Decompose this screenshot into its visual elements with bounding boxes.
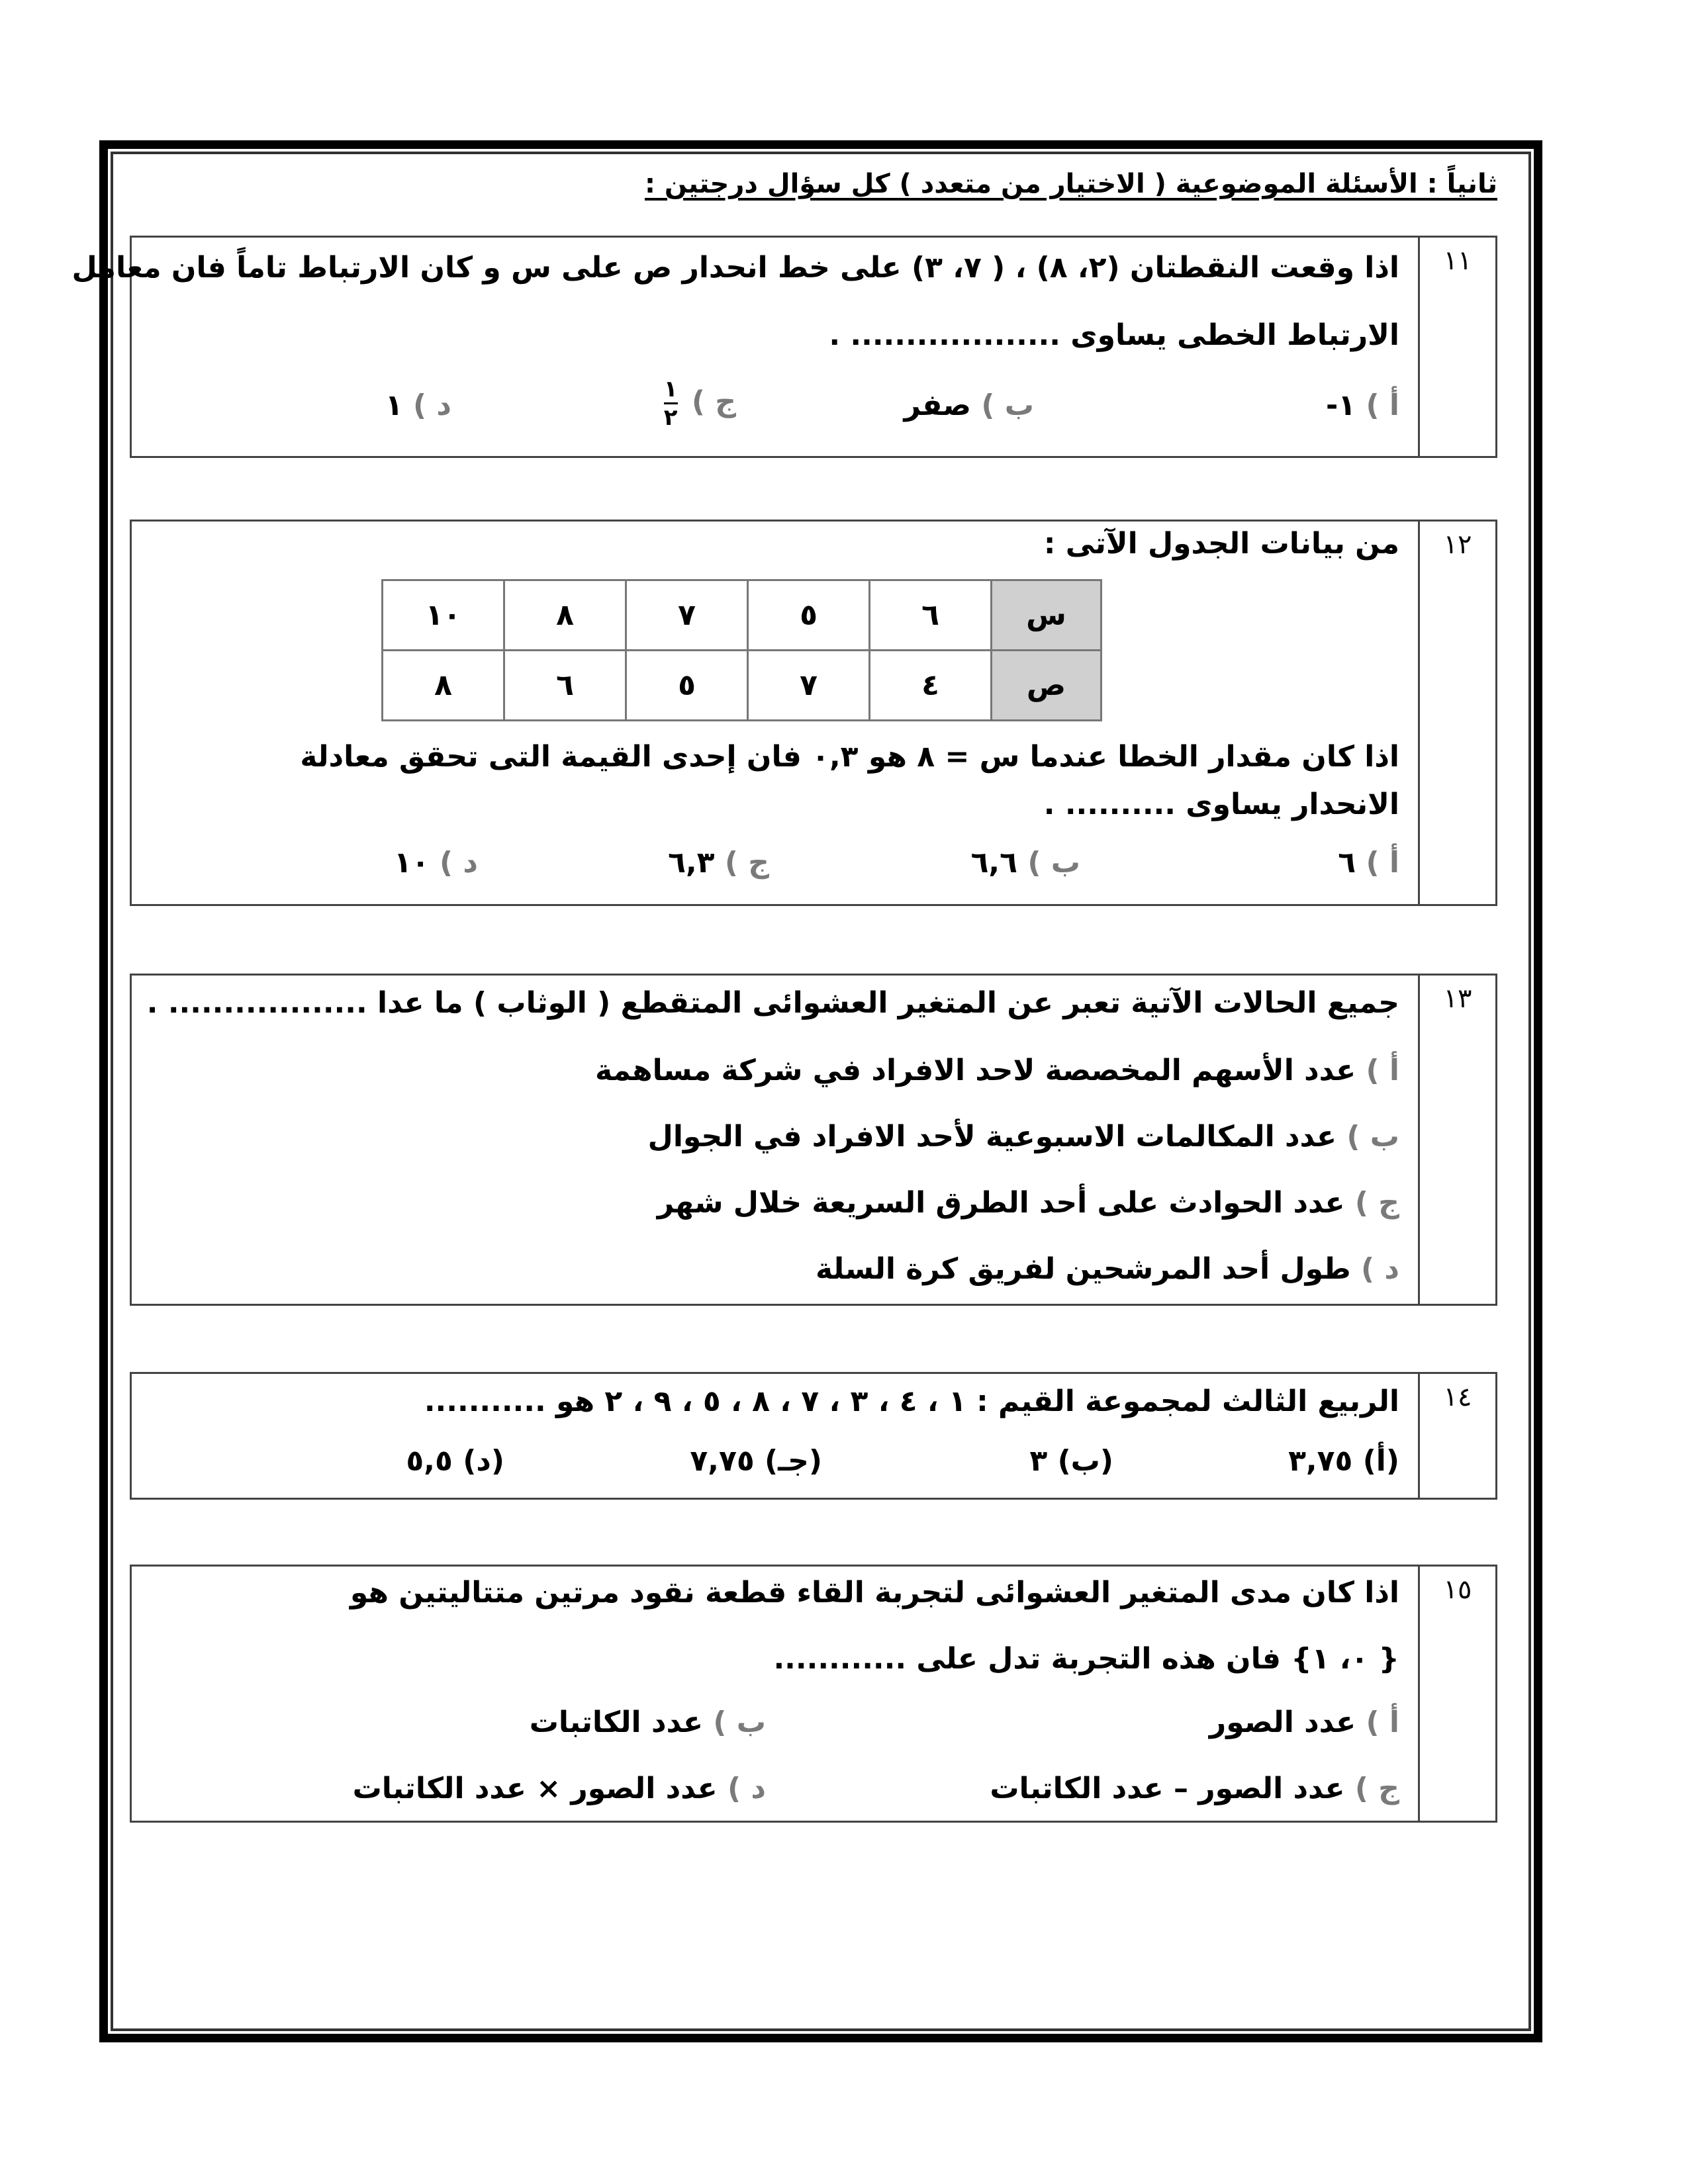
option-d[interactable] [353,1772,766,1805]
question-number: ١٣ [1443,983,1472,1014]
option-label: د ) [1360,1252,1399,1286]
table-cell: ٧ [748,651,870,721]
table-cell: ٦ [870,580,992,651]
option-text: ٣,٧٥ [1288,1444,1353,1478]
data-table [381,579,1102,721]
table-cell: ٧ [626,580,748,651]
question-body [132,522,1418,904]
question-stem-line: الارتباط الخطى يساوى ................... . [829,318,1399,352]
option-a[interactable] [1209,1706,1399,1739]
option-text: عدد الصور [1209,1706,1356,1739]
option-text: ٣ [1029,1444,1048,1478]
option-text: عدد المكالمات الاسبوعية لأحد الافراد في الجوال [647,1120,1337,1154]
table-cell: ١٠ [383,580,504,651]
table-header-cell: س [992,580,1102,651]
question-12 [130,520,1497,906]
option-label: ب ) [713,1706,766,1739]
option-label: ب ) [1027,846,1080,880]
option-text: ٦ [1338,846,1356,880]
option-label: ج ) [1354,1772,1399,1805]
option-d[interactable] [394,846,478,880]
table-cell: ٥ [748,580,870,651]
question-intro: من بيانات الجدول الآتى : [1043,527,1399,561]
option-label: ج ) [724,846,769,880]
option-label: (د) [463,1444,504,1478]
fraction [664,378,678,429]
option-text: عدد الصور × عدد الكاتبات [352,1772,718,1805]
question-body [71,238,1418,456]
question-body [132,976,1418,1304]
question-stem-line: { ٠، ١} فان هذه التجربة تدل على ............ [773,1642,1399,1676]
option-text: ٥,٥ [406,1444,453,1478]
question-number: ١٢ [1443,529,1472,560]
question-stem-line: اذا وقعت النقطتان (٢، ٨) ، ( ٧، ٣) على خط انحدار ص على س و كان الارتباط تاماً فان معامل [71,251,1399,285]
question-stem-line: الانحدار يساوى .......... . [1043,788,1399,821]
question-body [132,1567,1418,1821]
option-label: أ ) [1366,846,1399,880]
question-13 [130,974,1497,1306]
question-number-cell [1418,976,1495,1304]
fraction-numerator: ١ [663,376,678,402]
option-a[interactable] [1288,1444,1399,1478]
question-stem-line: جميع الحالات الآتية تعبر عن المتغير العشوائى المتقطع ( الوثاب ) ما عدا .................. . [146,986,1399,1020]
option-label: ب ) [1346,1120,1399,1154]
option-text: ١ [385,388,403,422]
question-14 [130,1372,1497,1500]
question-15 [130,1565,1497,1823]
question-number: ١٤ [1443,1382,1472,1412]
option-b[interactable] [971,846,1080,880]
table-cell: ٦ [504,651,626,721]
option-text: ٦,٦ [970,846,1018,880]
option-b[interactable] [904,388,1034,422]
option-label: د ) [727,1772,766,1805]
option-text: ٧,٧٥ [690,1444,755,1478]
question-body [132,1374,1418,1498]
option-text: صفر [904,388,972,422]
table-cell: ٨ [504,580,626,651]
option-text: عدد الصور – عدد الكاتبات [990,1772,1345,1805]
option-text: عدد الحوادث على أحد الطرق السريعة خلال شهر [657,1186,1345,1220]
option-text: ٦,٣ [668,846,715,880]
option-label: ج ) [691,385,736,419]
table-cell: ٥ [626,651,748,721]
option-label: ج ) [1354,1186,1399,1220]
fraction-denominator: ٢ [663,404,678,431]
option-text: عدد الأسهم المخصصة لاحد الافراد في شركة مساهمة [594,1054,1356,1087]
option-d[interactable] [385,388,451,422]
question-stem-line: الربيع الثالث لمجموعة القيم : ١ ، ٤ ، ٣ ، ٧ ، ٨ ، ٥ ، ٩ ، ٢ هو ........... [424,1385,1399,1418]
question-number-cell [1418,522,1495,904]
option-c[interactable] [668,846,769,880]
question-number-cell [1418,1374,1495,1498]
question-11 [71,236,1497,458]
option-text: ١- [1326,388,1356,422]
option-label: د ) [439,846,478,880]
option-b[interactable] [1029,1444,1113,1478]
option-d[interactable] [816,1252,1399,1286]
section-title: ثانياً : الأسئلة الموضوعية ( الاختيار من متعدد ) كل سؤال درجتين : [644,169,1497,199]
table-header-cell: ص [992,651,1102,721]
option-b[interactable] [530,1706,766,1739]
option-label: (ب) [1057,1444,1113,1478]
option-a[interactable] [1326,388,1399,422]
table-row-y [383,651,1102,721]
question-number-cell [1418,1567,1495,1821]
table-row-x [383,580,1102,651]
question-stem-line: اذا كان مدى المتغير العشوائى لتجربة القاء قطعة نقود مرتين متتاليتين هو [350,1576,1399,1610]
option-a[interactable] [1338,846,1399,880]
option-text: عدد الكاتبات [529,1706,704,1739]
option-text: طول أحد المرشحين لفريق كرة السلة [815,1252,1351,1286]
question-number-cell [1418,238,1495,456]
option-a[interactable] [595,1054,1399,1087]
option-c[interactable] [690,1444,822,1478]
option-label: ب ) [981,388,1034,422]
option-c[interactable] [660,378,736,429]
option-label: أ ) [1366,1706,1399,1739]
option-c[interactable] [990,1772,1399,1805]
table-cell: ٨ [383,651,504,721]
option-text: ١٠ [393,846,430,880]
question-number: ١٥ [1443,1574,1472,1605]
option-label: (أ) [1362,1444,1399,1478]
option-d[interactable] [406,1444,504,1478]
table-cell: ٤ [870,651,992,721]
question-stem-line: اذا كان مقدار الخطا عندما س = ٨ هو ٠,٣ فان إحدى القيمة التى تحقق معادلة [300,740,1399,774]
option-label: (جـ) [765,1444,822,1478]
option-label: د ) [412,388,451,422]
option-label: أ ) [1366,1054,1399,1087]
option-c[interactable] [657,1186,1399,1220]
option-b[interactable] [648,1120,1399,1154]
option-label: أ ) [1366,388,1399,422]
question-number: ١١ [1443,246,1472,276]
